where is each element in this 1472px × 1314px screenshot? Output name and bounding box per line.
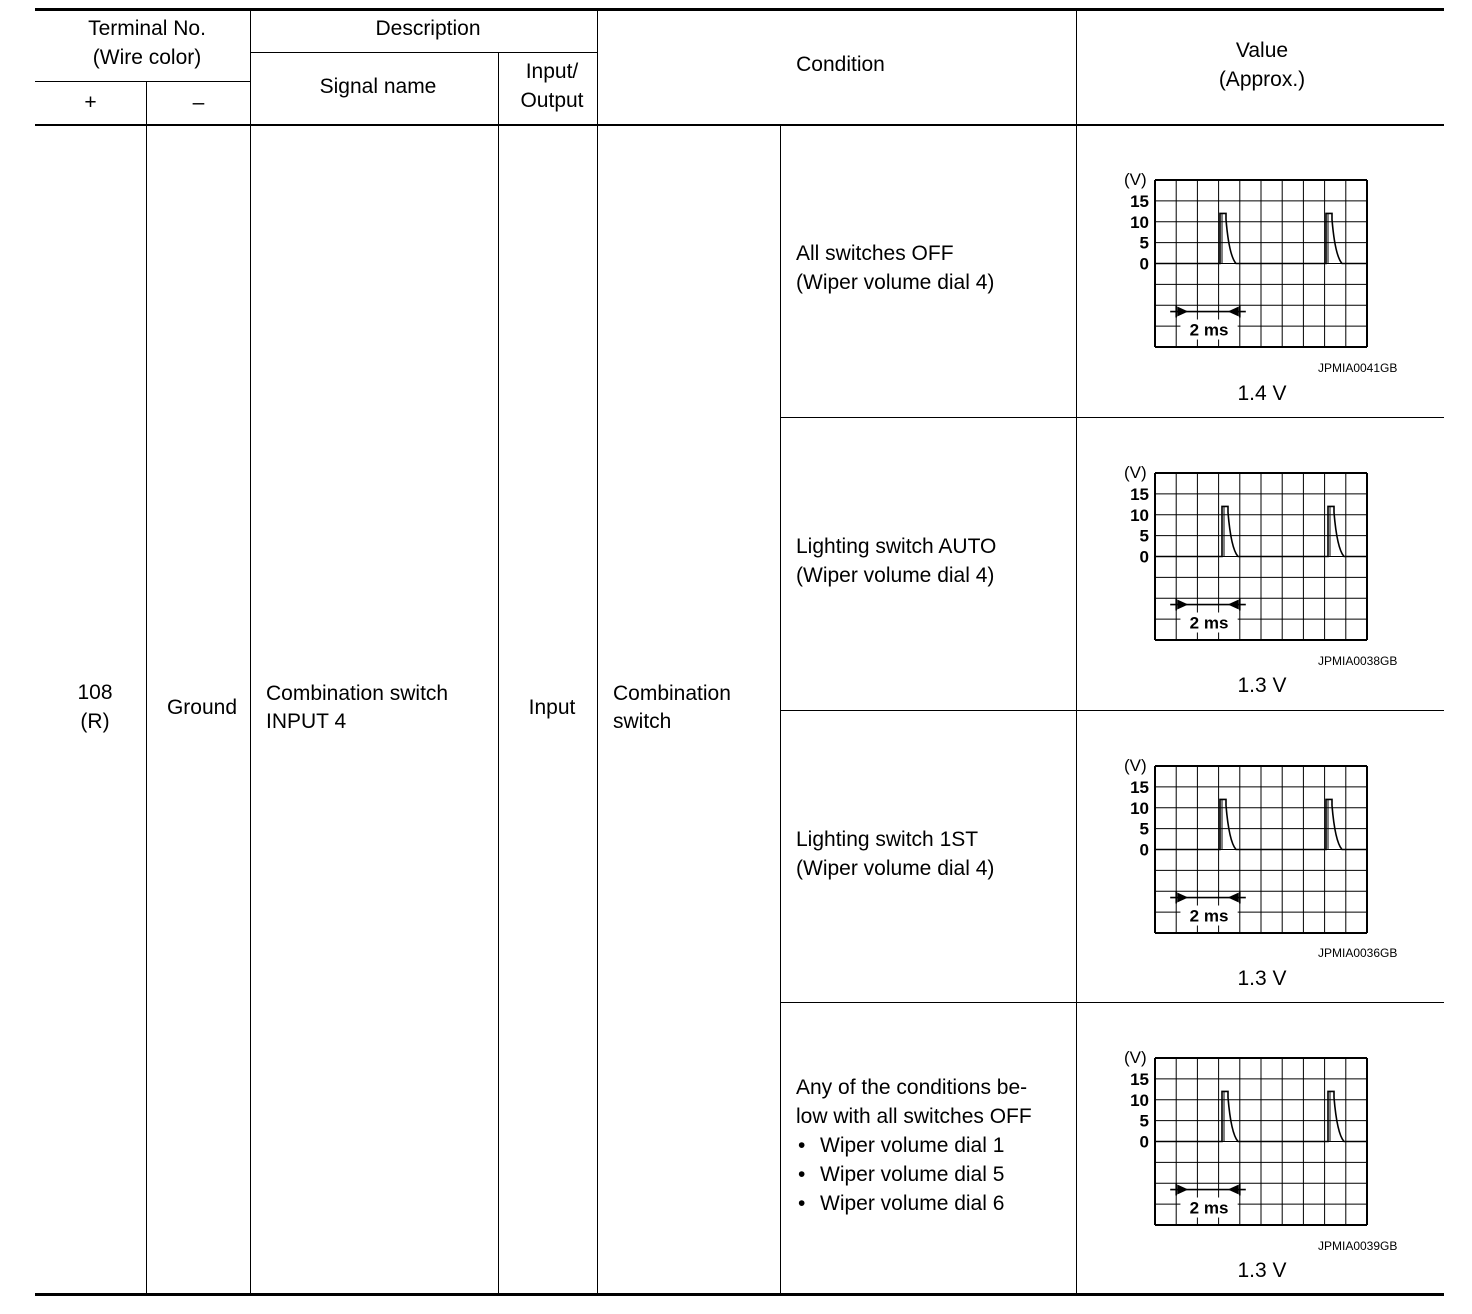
- condition-3-line2: (Wiper volume dial 4): [796, 857, 995, 880]
- header-wire-color: (Wire color): [92, 46, 202, 69]
- oscilloscope-svg: [1110, 458, 1420, 663]
- figure-id-3: JPMIA0036GB: [1318, 946, 1398, 960]
- oscilloscope-figure-3: [1110, 751, 1420, 956]
- header-bottom-rule: [35, 124, 1444, 126]
- time-marker-label: 2 ms: [1189, 906, 1229, 926]
- condition-1-line1: All switches OFF: [796, 242, 954, 265]
- header-description: Description: [375, 17, 481, 40]
- scope-unit-label: (V): [1124, 463, 1147, 482]
- time-marker-label: 2 ms: [1189, 320, 1229, 340]
- header-approx: (Approx.): [1218, 68, 1306, 91]
- oscilloscope-svg: [1110, 165, 1420, 370]
- scope-y-tick: 15: [1130, 777, 1149, 797]
- scope-unit-label: (V): [1124, 170, 1147, 189]
- scope-y-tick: 5: [1139, 526, 1149, 546]
- terminal-minus: Ground: [166, 696, 238, 719]
- time-marker-arrow: [1228, 307, 1239, 317]
- oscilloscope-figure-1: [1110, 165, 1420, 370]
- col-line-signal: [498, 52, 499, 1294]
- rule-desc: [250, 52, 597, 53]
- value-2: 1.3 V: [1237, 674, 1287, 697]
- scope-y-tick: 10: [1130, 505, 1149, 525]
- scope-y-tick: 15: [1130, 191, 1149, 211]
- condition-main-line1: Combination: [613, 682, 731, 705]
- condition-main-line2: switch: [613, 710, 672, 733]
- signal-name-line1: Combination switch: [266, 682, 449, 705]
- condition-4-line2: low with all switches OFF: [796, 1105, 1032, 1128]
- figure-id-4: JPMIA0039GB: [1318, 1239, 1398, 1253]
- input-output-value: Input: [528, 696, 576, 719]
- col-line-value: [1076, 10, 1077, 1294]
- condition-text-4: [796, 1073, 1032, 1218]
- row-divider-1: [780, 417, 1444, 418]
- scope-y-tick: 10: [1130, 212, 1149, 232]
- header-terminal-no: Terminal No.: [88, 17, 206, 40]
- condition-2-line1: Lighting switch AUTO: [796, 535, 997, 558]
- figure-id-2: JPMIA0038GB: [1318, 654, 1398, 668]
- time-marker-arrow: [1177, 600, 1188, 610]
- col-line-minus: [250, 10, 251, 1294]
- scope-y-tick: 0: [1139, 547, 1149, 567]
- value-1: 1.4 V: [1237, 382, 1287, 405]
- scope-y-tick: 5: [1139, 819, 1149, 839]
- oscilloscope-figure-4: [1110, 1043, 1420, 1248]
- condition-text-1: [796, 239, 994, 297]
- condition-text-3: [796, 825, 994, 883]
- header-condition: Condition: [796, 53, 885, 76]
- scope-y-tick: 10: [1130, 1090, 1149, 1110]
- time-marker-label: 2 ms: [1189, 613, 1229, 633]
- col-line-io: [597, 10, 598, 1294]
- header-input-output-2: Output: [520, 89, 584, 112]
- table-bottom-rule: [35, 1293, 1444, 1296]
- condition-4-bullet-1: • Wiper volume dial 1: [796, 1131, 1032, 1160]
- header-signal-name: Signal name: [319, 75, 437, 98]
- figure-id-1: JPMIA0041GB: [1318, 361, 1398, 375]
- header-minus: –: [192, 91, 205, 114]
- time-marker-arrow: [1177, 893, 1188, 903]
- condition-text-2: [796, 532, 996, 590]
- scope-y-tick: 0: [1139, 840, 1149, 860]
- time-marker-arrow: [1228, 600, 1239, 610]
- oscilloscope-svg: [1110, 751, 1420, 956]
- time-marker-arrow: [1177, 307, 1188, 317]
- condition-4-bullet-3: • Wiper volume dial 6: [796, 1189, 1032, 1218]
- value-3: 1.3 V: [1237, 967, 1287, 990]
- oscilloscope-svg: [1110, 1043, 1420, 1248]
- scope-unit-label: (V): [1124, 756, 1147, 775]
- time-marker-arrow: [1228, 1185, 1239, 1195]
- scope-y-tick: 10: [1130, 798, 1149, 818]
- condition-4-bullet-2: • Wiper volume dial 5: [796, 1160, 1032, 1189]
- condition-2-line2: (Wiper volume dial 4): [796, 564, 995, 587]
- header-input-output-1: Input/: [525, 60, 579, 83]
- scope-y-tick: 5: [1139, 1111, 1149, 1131]
- condition-1-line2: (Wiper volume dial 4): [796, 271, 995, 294]
- condition-3-line1: Lighting switch 1ST: [796, 828, 979, 851]
- scope-y-tick: 15: [1130, 484, 1149, 504]
- time-marker-label: 2 ms: [1189, 1198, 1229, 1218]
- signal-name-line2: INPUT 4: [266, 710, 347, 733]
- scope-y-tick: 0: [1139, 254, 1149, 274]
- scope-y-tick: 5: [1139, 233, 1149, 253]
- condition-4-line1: Any of the conditions be-: [796, 1076, 1028, 1099]
- header-plus: +: [84, 91, 97, 114]
- value-4: 1.3 V: [1237, 1259, 1287, 1282]
- row-divider-2: [780, 710, 1444, 711]
- table-top-rule: [35, 8, 1444, 11]
- terminal-wire-color: (R): [80, 710, 110, 733]
- scope-y-tick: 0: [1139, 1132, 1149, 1152]
- header-value: Value: [1235, 39, 1289, 62]
- row-divider-3: [780, 1002, 1444, 1003]
- terminal-plus-number: 108: [77, 681, 113, 704]
- scope-unit-label: (V): [1124, 1048, 1147, 1067]
- oscilloscope-figure-2: [1110, 458, 1420, 663]
- time-marker-arrow: [1177, 1185, 1188, 1195]
- col-line-condition: [780, 124, 781, 1294]
- time-marker-arrow: [1228, 893, 1239, 903]
- rule-terminal: [35, 81, 250, 82]
- scope-y-tick: 15: [1130, 1069, 1149, 1089]
